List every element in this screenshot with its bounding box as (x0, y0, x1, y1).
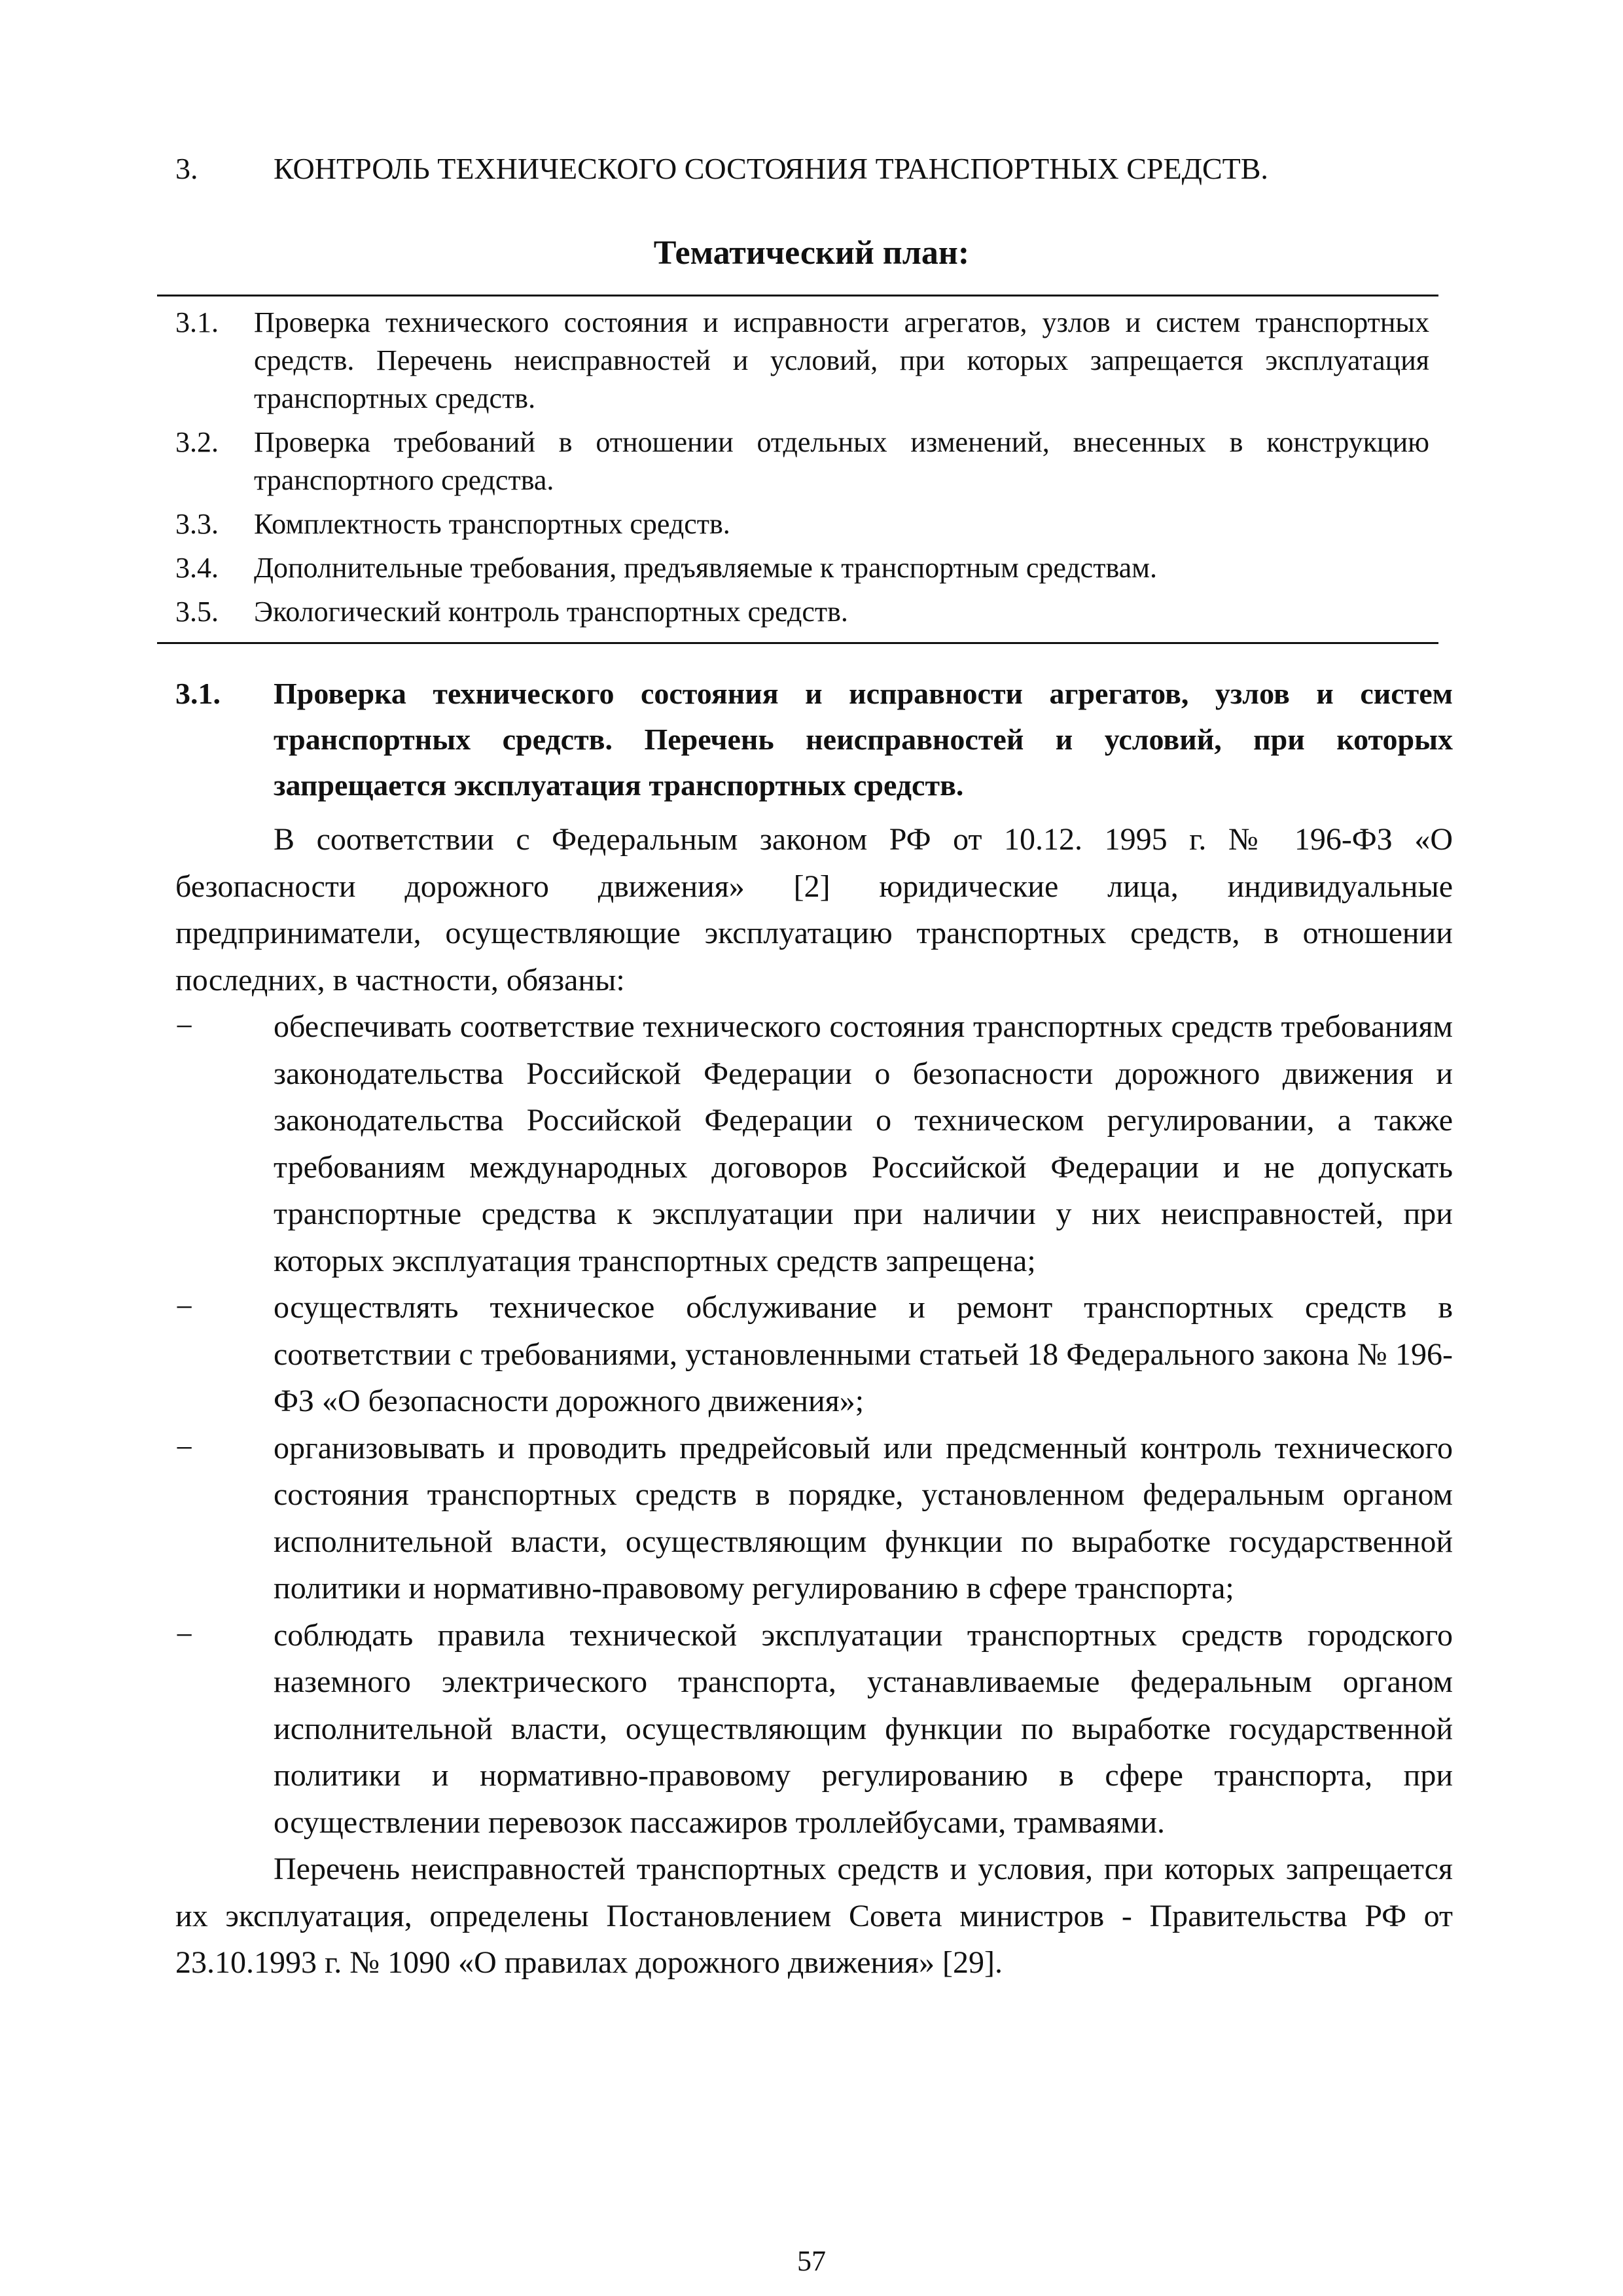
section-heading (175, 671, 1453, 808)
obligations-list (175, 1003, 1453, 1846)
list-dash: − (175, 1009, 194, 1044)
list-dash: − (175, 1290, 194, 1325)
plan-item (175, 304, 1429, 418)
plan-item-text: Комплектность транспортных средств. (254, 508, 730, 540)
list-item (175, 1284, 1453, 1425)
plan-item (175, 549, 1429, 587)
list-item-text: осуществлять техническое обслуживание и ремонт транспортных средств в соответствии с требованиями, установленными статьей 18 Федерального закона № 196-ФЗ «О безопасности дорожного движения»; (274, 1290, 1453, 1418)
page-number: 57 (797, 2245, 826, 2277)
list-item (175, 1003, 1453, 1284)
chapter-heading (175, 149, 1445, 188)
plan-item-number: 3.3. (175, 508, 219, 540)
plan-item-number: 3.1. (175, 306, 219, 338)
body-text (175, 816, 1453, 1986)
thematic-plan-title: Тематический план: (653, 234, 970, 272)
list-item-text: обеспечивать соответствие технического состояния транспортных средств требованиям законодательства Российской Федерации о безопасности дорожного движения и законодательства Российской Федерации о техническом регулировании, а также требованиям международных договоров Российской Федерации и не допускать транспортные средства к эксплуатации при наличии у них неисправностей, при которых эксплуатация транспортных средств запрещена; (274, 1009, 1453, 1278)
thematic-plan-list (175, 304, 1429, 637)
list-dash: − (175, 1617, 194, 1653)
list-item (175, 1425, 1453, 1612)
list-item-text: организовывать и проводить предрейсовый или предсменный контроль технического состояния транспортных средств в порядке, установленном федеральным органом исполнительной власти, осуществляющим функции по выработке государственной политики и нормативно-правовому регулированию в сфере транспорта; (274, 1430, 1453, 1605)
plan-item (175, 505, 1429, 543)
plan-item-text: Проверка требований в отношении отдельных изменений, внесенных в конструкцию транспортного средства. (254, 426, 1429, 496)
plan-item-number: 3.5. (175, 596, 219, 628)
list-item (175, 1612, 1453, 1846)
plan-item (175, 423, 1429, 499)
plan-item-number: 3.4. (175, 552, 219, 584)
chapter-title: КОНТРОЛЬ ТЕХНИЧЕСКОГО СОСТОЯНИЯ ТРАНСПОРТНЫХ СРЕДСТВ. (274, 152, 1268, 185)
list-item-text: соблюдать правила технической эксплуатации транспортных средств городского наземного электрического транспорта, устанавливаемые федеральным органом исполнительной власти, осуществляющим функции по выработке государственной политики и нормативно-правовому регулированию в сфере транспорта, при осуществлении перевозок пассажиров троллейбусами, трамваями. (274, 1617, 1453, 1840)
section-title: Проверка технического состояния и исправности агрегатов, узлов и систем транспортных средств. Перечень неисправностей и условий, при которых запрещается эксплуатация транспортных средств. (274, 677, 1453, 802)
plan-item-text: Проверка технического состояния и исправности агрегатов, узлов и систем транспортных средств. Перечень неисправностей и условий, при которых запрещается эксплуатация транспортных средств. (254, 306, 1429, 414)
closing-paragraph: Перечень неисправностей транспортных средств и условия, при которых запрещается их эксплуатация, определены Постановлением Совета министров - Правительства РФ от 23.10.1993 г. № 1090 «О правилах дорожного движения» [29]. (175, 1852, 1453, 1980)
plan-item (175, 593, 1429, 631)
intro-paragraph: В соответствии с Федеральным законом РФ от 10.12. 1995 г. № 196-ФЗ «О безопасности дорожного движения» [2] юридические лица, индивидуальные предприниматели, осуществляющие эксплуатацию транспортных средств, в отношении последних, в частности, обязаны: (175, 822, 1453, 997)
plan-bottom-rule (157, 642, 1438, 644)
chapter-number: 3. (175, 152, 198, 185)
list-dash: − (175, 1430, 194, 1465)
section-number: 3.1. (175, 677, 221, 710)
plan-item-text: Экологический контроль транспортных средств. (254, 596, 848, 628)
plan-item-text: Дополнительные требования, предъявляемые к транспортным средствам. (254, 552, 1158, 584)
plan-item-number: 3.2. (175, 426, 219, 458)
plan-top-rule (157, 295, 1438, 296)
